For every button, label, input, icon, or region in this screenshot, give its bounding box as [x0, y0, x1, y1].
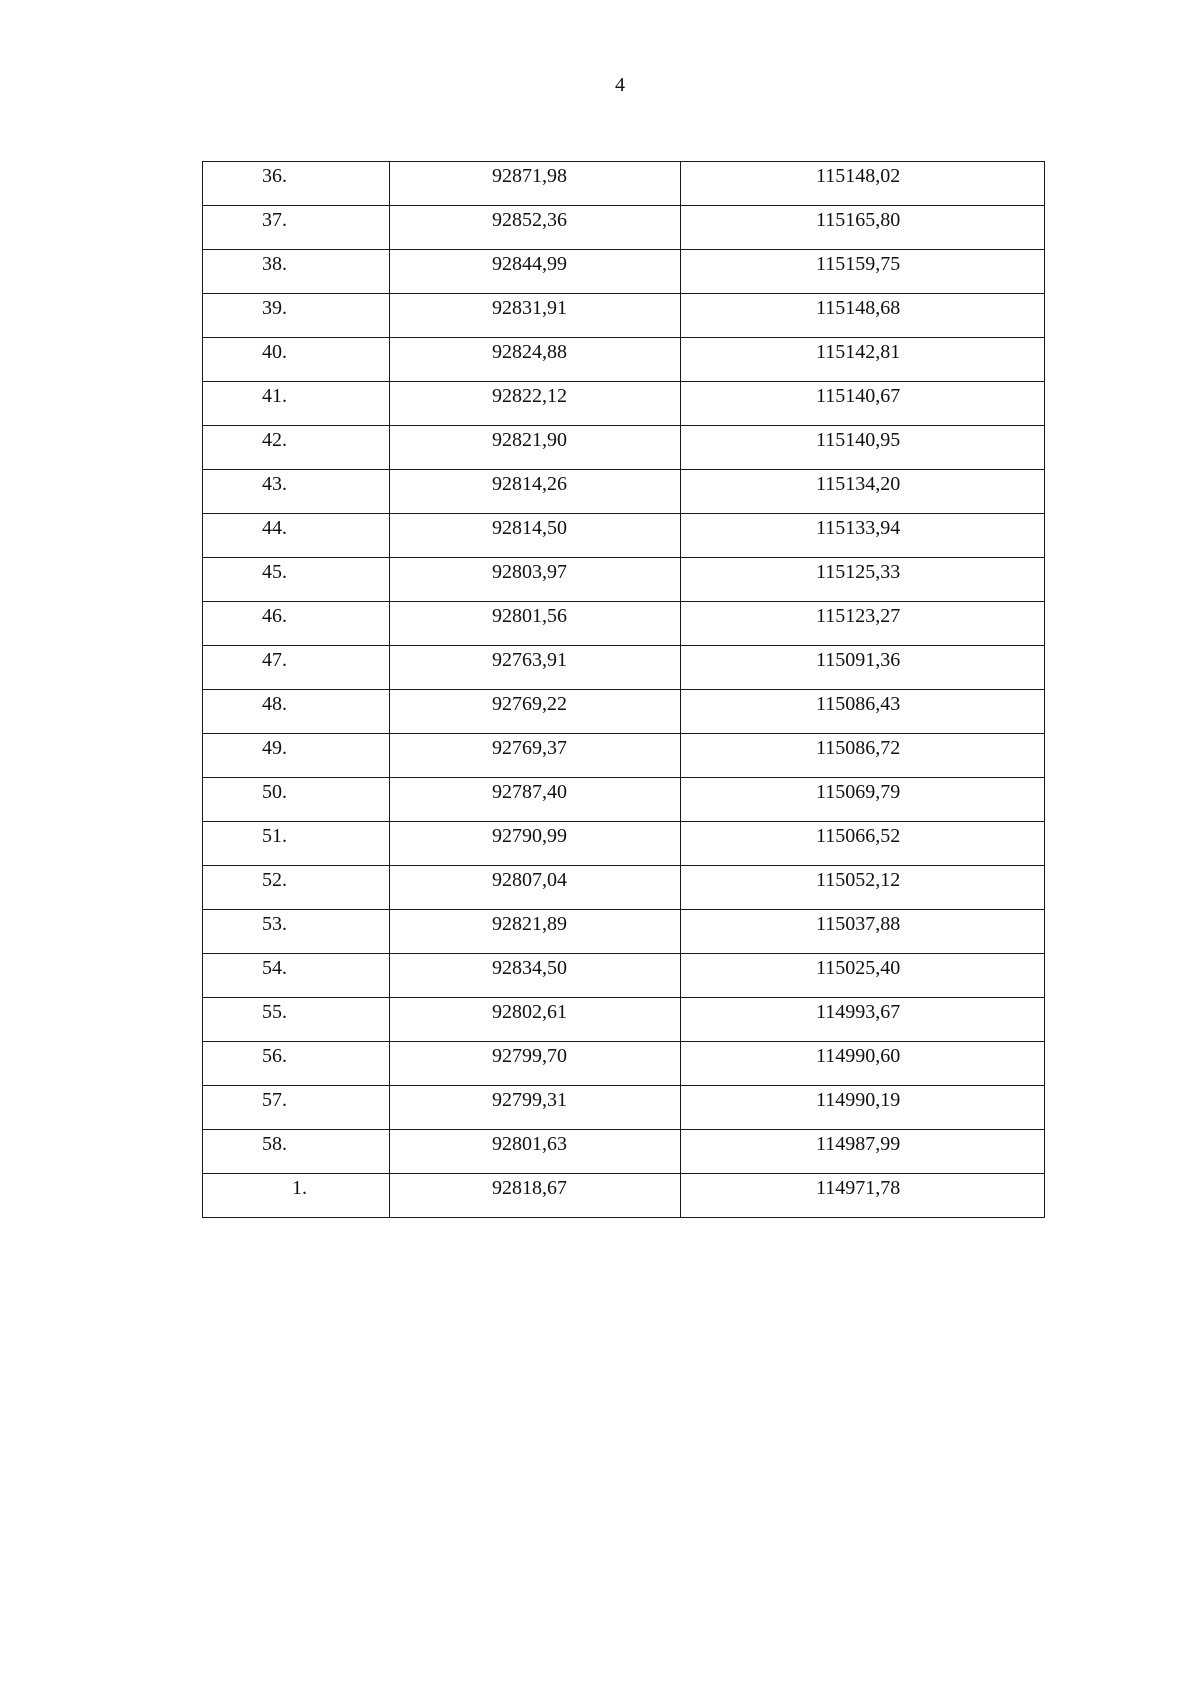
- y-coordinate: 114990,60: [816, 1045, 901, 1067]
- y-coordinate: 114990,19: [816, 1089, 901, 1111]
- x-coordinate: 92807,04: [492, 869, 567, 891]
- x-coordinate: 92787,40: [492, 781, 567, 803]
- point-number-cell: [203, 602, 390, 646]
- x-coordinate: 92769,22: [492, 693, 567, 715]
- x-coordinate-cell: [390, 514, 681, 558]
- table-row: [203, 426, 1045, 470]
- coordinates-table-body: [203, 162, 1045, 1218]
- point-number: 58.: [262, 1133, 287, 1155]
- y-coordinate: 115123,27: [816, 605, 901, 627]
- point-number-cell: [203, 690, 390, 734]
- x-coordinate-cell: [390, 954, 681, 998]
- table-row: [203, 734, 1045, 778]
- point-number: 53.: [262, 913, 287, 935]
- y-coordinate: 115142,81: [816, 341, 901, 363]
- y-coordinate-cell: [681, 514, 1045, 558]
- y-coordinate-cell: [681, 866, 1045, 910]
- point-number-cell: [203, 998, 390, 1042]
- y-coordinate-cell: [681, 822, 1045, 866]
- point-number: 55.: [262, 1001, 287, 1023]
- y-coordinate-cell: [681, 470, 1045, 514]
- point-number: 52.: [262, 869, 287, 891]
- y-coordinate: 114993,67: [816, 1001, 901, 1023]
- y-coordinate: 115159,75: [816, 253, 901, 275]
- table-row: [203, 690, 1045, 734]
- x-coordinate-cell: [390, 250, 681, 294]
- y-coordinate-cell: [681, 646, 1045, 690]
- y-coordinate: 115066,52: [816, 825, 901, 847]
- point-number: 54.: [262, 957, 287, 979]
- x-coordinate-cell: [390, 690, 681, 734]
- y-coordinate: 115125,33: [816, 561, 901, 583]
- y-coordinate-cell: [681, 734, 1045, 778]
- y-coordinate: 115025,40: [816, 957, 901, 979]
- y-coordinate-cell: [681, 338, 1045, 382]
- y-coordinate-cell: [681, 1042, 1045, 1086]
- x-coordinate-cell: [390, 1130, 681, 1174]
- point-number: 44.: [262, 517, 287, 539]
- table-row: [203, 382, 1045, 426]
- point-number-cell: [203, 778, 390, 822]
- y-coordinate: 114971,78: [816, 1177, 901, 1199]
- point-number-cell: [203, 162, 390, 206]
- point-number: 51.: [262, 825, 287, 847]
- point-number-cell: [203, 470, 390, 514]
- x-coordinate-cell: [390, 778, 681, 822]
- x-coordinate: 92799,31: [492, 1089, 567, 1111]
- point-number-cell: [203, 734, 390, 778]
- y-coordinate: 115140,95: [816, 429, 901, 451]
- y-coordinate: 115165,80: [816, 209, 901, 231]
- x-coordinate: 92799,70: [492, 1045, 567, 1067]
- x-coordinate-cell: [390, 998, 681, 1042]
- x-coordinate: 92790,99: [492, 825, 567, 847]
- y-coordinate: 115133,94: [816, 517, 901, 539]
- table-row: [203, 778, 1045, 822]
- y-coordinate-cell: [681, 162, 1045, 206]
- x-coordinate: 92814,26: [492, 473, 567, 495]
- table-row: [203, 206, 1045, 250]
- table-row: [203, 558, 1045, 602]
- y-coordinate-cell: [681, 294, 1045, 338]
- x-coordinate: 92801,63: [492, 1133, 567, 1155]
- y-coordinate: 115086,72: [816, 737, 901, 759]
- x-coordinate-cell: [390, 822, 681, 866]
- point-number-cell: [203, 1174, 390, 1218]
- x-coordinate-cell: [390, 646, 681, 690]
- point-number: 41.: [262, 385, 287, 407]
- y-coordinate-cell: [681, 558, 1045, 602]
- y-coordinate: 115069,79: [816, 781, 901, 803]
- x-coordinate-cell: [390, 206, 681, 250]
- point-number-cell: [203, 822, 390, 866]
- table-row: [203, 822, 1045, 866]
- point-number: 45.: [262, 561, 287, 583]
- x-coordinate-cell: [390, 558, 681, 602]
- y-coordinate: 115140,67: [816, 385, 901, 407]
- coordinates-table: [202, 161, 1045, 1218]
- x-coordinate: 92831,91: [492, 297, 567, 319]
- y-coordinate: 115091,36: [816, 649, 901, 671]
- y-coordinate-cell: [681, 602, 1045, 646]
- point-number-cell: [203, 338, 390, 382]
- x-coordinate-cell: [390, 866, 681, 910]
- point-number-cell: [203, 426, 390, 470]
- point-number-cell: [203, 514, 390, 558]
- x-coordinate-cell: [390, 1042, 681, 1086]
- x-coordinate-cell: [390, 910, 681, 954]
- page-number: 4: [615, 74, 625, 96]
- x-coordinate: 92821,90: [492, 429, 567, 451]
- table-row: [203, 514, 1045, 558]
- y-coordinate-cell: [681, 250, 1045, 294]
- x-coordinate-cell: [390, 602, 681, 646]
- table-row: [203, 602, 1045, 646]
- x-coordinate-cell: [390, 338, 681, 382]
- table-row: [203, 998, 1045, 1042]
- point-number: 42.: [262, 429, 287, 451]
- x-coordinate: 92763,91: [492, 649, 567, 671]
- y-coordinate-cell: [681, 206, 1045, 250]
- x-coordinate: 92801,56: [492, 605, 567, 627]
- point-number-cell: [203, 954, 390, 998]
- x-coordinate: 92818,67: [492, 1177, 567, 1199]
- point-number-cell: [203, 1086, 390, 1130]
- x-coordinate: 92852,36: [492, 209, 567, 231]
- point-number: 57.: [262, 1089, 287, 1111]
- x-coordinate: 92844,99: [492, 253, 567, 275]
- point-number-cell: [203, 866, 390, 910]
- y-coordinate-cell: [681, 998, 1045, 1042]
- x-coordinate: 92803,97: [492, 561, 567, 583]
- point-number: 47.: [262, 649, 287, 671]
- table-row: [203, 910, 1045, 954]
- y-coordinate: 115134,20: [816, 473, 901, 495]
- y-coordinate-cell: [681, 1086, 1045, 1130]
- point-number: 36.: [262, 165, 287, 187]
- x-coordinate: 92824,88: [492, 341, 567, 363]
- point-number: 39.: [262, 297, 287, 319]
- x-coordinate-cell: [390, 470, 681, 514]
- table-row: [203, 1042, 1045, 1086]
- point-number: 56.: [262, 1045, 287, 1067]
- y-coordinate-cell: [681, 690, 1045, 734]
- point-number-cell: [203, 1130, 390, 1174]
- point-number-cell: [203, 206, 390, 250]
- x-coordinate-cell: [390, 294, 681, 338]
- point-number-cell: [203, 1042, 390, 1086]
- y-coordinate: 115148,68: [816, 297, 901, 319]
- y-coordinate-cell: [681, 910, 1045, 954]
- point-number: 1.: [292, 1177, 307, 1199]
- point-number-cell: [203, 294, 390, 338]
- x-coordinate: 92802,61: [492, 1001, 567, 1023]
- point-number: 40.: [262, 341, 287, 363]
- x-coordinate: 92769,37: [492, 737, 567, 759]
- y-coordinate-cell: [681, 382, 1045, 426]
- point-number: 46.: [262, 605, 287, 627]
- y-coordinate-cell: [681, 426, 1045, 470]
- y-coordinate: 114987,99: [816, 1133, 901, 1155]
- table-row: [203, 1086, 1045, 1130]
- point-number-cell: [203, 382, 390, 426]
- y-coordinate: 115037,88: [816, 913, 901, 935]
- x-coordinate: 92822,12: [492, 385, 567, 407]
- point-number: 49.: [262, 737, 287, 759]
- x-coordinate-cell: [390, 1174, 681, 1218]
- y-coordinate-cell: [681, 778, 1045, 822]
- table-row: [203, 470, 1045, 514]
- point-number: 48.: [262, 693, 287, 715]
- x-coordinate-cell: [390, 426, 681, 470]
- table-row: [203, 1130, 1045, 1174]
- table-row: [203, 250, 1045, 294]
- table-row: [203, 866, 1045, 910]
- y-coordinate-cell: [681, 1130, 1045, 1174]
- y-coordinate-cell: [681, 954, 1045, 998]
- x-coordinate: 92814,50: [492, 517, 567, 539]
- x-coordinate-cell: [390, 162, 681, 206]
- point-number-cell: [203, 558, 390, 602]
- x-coordinate-cell: [390, 734, 681, 778]
- x-coordinate-cell: [390, 1086, 681, 1130]
- x-coordinate: 92834,50: [492, 957, 567, 979]
- table-row: [203, 646, 1045, 690]
- y-coordinate-cell: [681, 1174, 1045, 1218]
- point-number: 37.: [262, 209, 287, 231]
- y-coordinate: 115052,12: [816, 869, 901, 891]
- table-row: [203, 294, 1045, 338]
- y-coordinate: 115148,02: [816, 165, 901, 187]
- point-number: 43.: [262, 473, 287, 495]
- x-coordinate: 92871,98: [492, 165, 567, 187]
- point-number: 38.: [262, 253, 287, 275]
- point-number-cell: [203, 250, 390, 294]
- table-row: [203, 954, 1045, 998]
- point-number-cell: [203, 646, 390, 690]
- table-row: [203, 162, 1045, 206]
- point-number-cell: [203, 910, 390, 954]
- y-coordinate: 115086,43: [816, 693, 901, 715]
- table-row: [203, 338, 1045, 382]
- x-coordinate-cell: [390, 382, 681, 426]
- table-row: [203, 1174, 1045, 1218]
- point-number: 50.: [262, 781, 287, 803]
- x-coordinate: 92821,89: [492, 913, 567, 935]
